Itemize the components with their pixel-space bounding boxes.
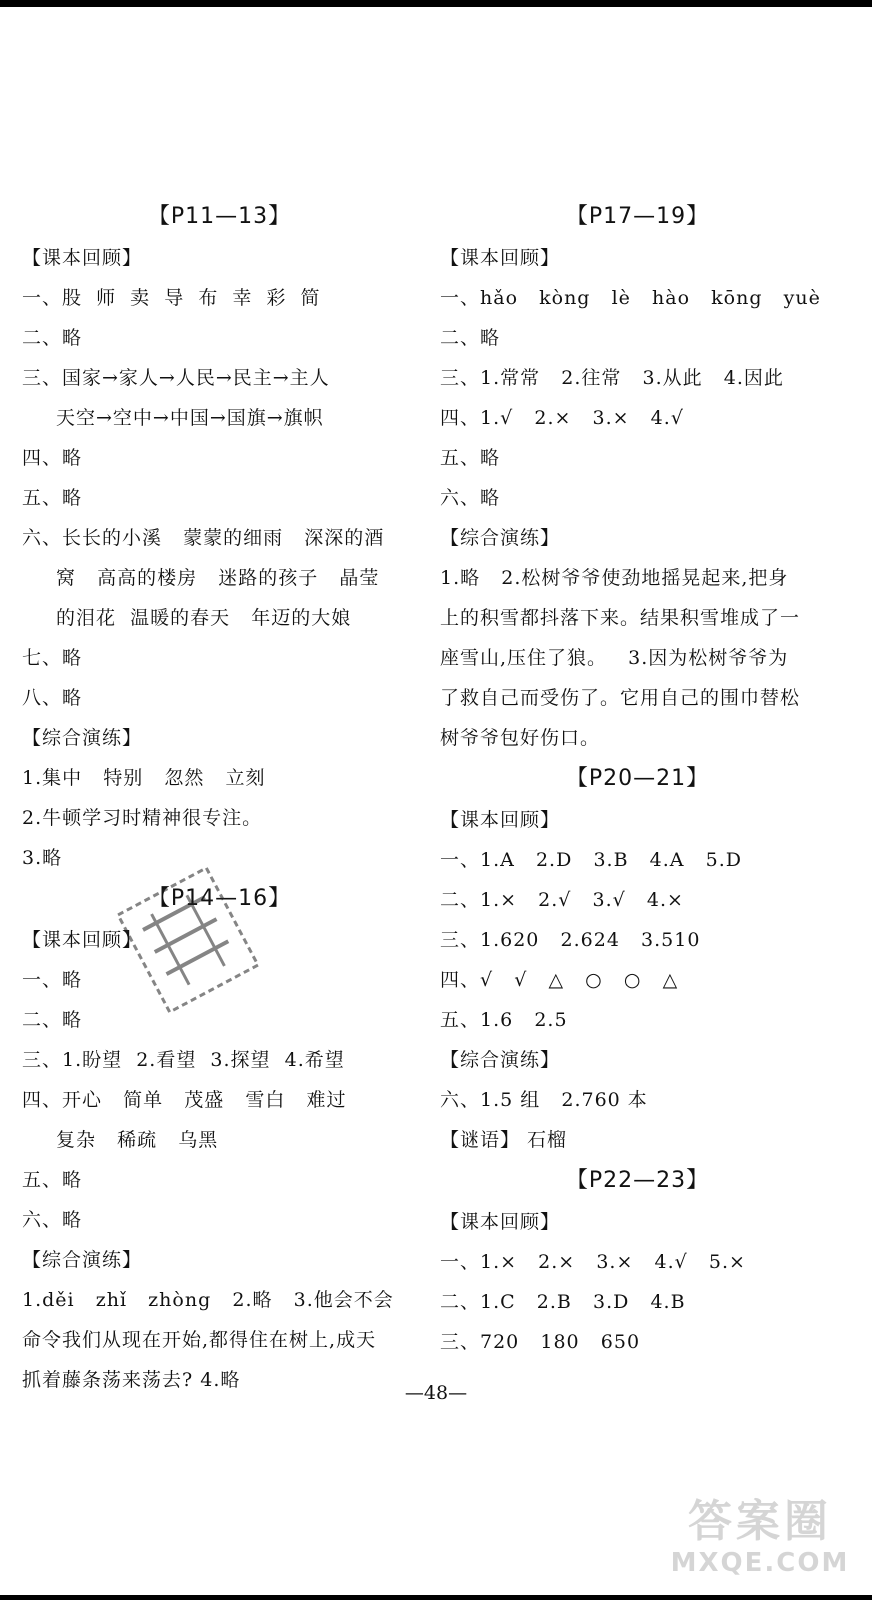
text-line: 一、略 (22, 969, 83, 991)
text-line: 二、略 (22, 1009, 83, 1031)
text-line: 【课本回顾】 (440, 1211, 561, 1233)
text-line: 三、1.盼望 2.看望 3.探望 4.希望 (22, 1049, 345, 1071)
text-line: 1.děi zhǐ zhòng 2.略 3.他会不会 (22, 1289, 394, 1311)
text-line: 一、股 师 卖 导 布 幸 彩 简 (22, 287, 321, 309)
text-line: 五、略 (440, 447, 501, 469)
text-line: 1.略 2.松树爷爷使劲地摇晃起来,把身 (440, 567, 789, 589)
text-line: 上的积雪都抖落下来。结果积雪堆成了一 (440, 607, 801, 629)
text-line: 命令我们从现在开始,都得住在树上,成天 (22, 1329, 377, 1351)
right-column (440, 196, 835, 1362)
text-line: 【综合演练】 (22, 727, 143, 749)
text-line: 二、1.× 2.√ 3.√ 4.× (440, 889, 684, 911)
section-title-p11-13: 【P11—13】 (147, 204, 292, 229)
left-column (22, 196, 417, 1400)
text-line: 五、1.6 2.5 (440, 1009, 568, 1031)
text-line: 四、1.√ 2.× 3.× 4.√ (440, 407, 684, 429)
text-line: 二、1.C 2.B 3.D 4.B (440, 1291, 686, 1313)
text-line: 【综合演练】 (22, 1249, 143, 1271)
page-number: —48— (404, 1382, 468, 1404)
text-line: 六、1.5 组 2.760 本 (440, 1089, 648, 1111)
text-line: 八、略 (22, 687, 83, 709)
text-line: 二、略 (440, 327, 501, 349)
text-line: 座雪山,压住了狼。 3.因为松树爷爷为 (440, 647, 789, 669)
text-line: 四、开心 简单 茂盛 雪白 难过 (22, 1089, 347, 1111)
text-line: 三、1.620 2.624 3.510 (440, 929, 701, 951)
text-line: 2.牛顿学习时精神很专注。 (22, 807, 263, 829)
text-line: 三、720 180 650 (440, 1331, 641, 1353)
text-line: 六、略 (22, 1209, 83, 1231)
top-border (0, 0, 872, 7)
section-title-p22-23: 【P22—23】 (565, 1168, 710, 1193)
text-line: 三、国家→家人→人民→民主→主人 (22, 367, 330, 389)
text-line: 五、略 (22, 487, 83, 509)
text-line: 三、1.常常 2.往常 3.从此 4.因此 (440, 367, 784, 389)
text-line: 六、略 (440, 487, 501, 509)
text-line: 五、略 (22, 1169, 83, 1191)
site-watermark (670, 1496, 850, 1586)
text-line: 【课本回顾】 (440, 247, 561, 269)
section-title-p17-19: 【P17—19】 (565, 204, 710, 229)
text-line: 六、长长的小溪 蒙蒙的细雨 深深的酒 (22, 527, 385, 549)
text-line: 七、略 (22, 647, 83, 669)
text-line: 的泪花 温暖的春天 年迈的大娘 (56, 607, 352, 629)
text-line: 抓着藤条荡来荡去? 4.略 (22, 1369, 241, 1391)
text-line: 天空→空中→中国→国旗→旗帜 (56, 407, 324, 429)
text-line: 一、1.× 2.× 3.× 4.√ 5.× (440, 1251, 746, 1273)
text-line: 【综合演练】 (440, 527, 561, 549)
text-line: 四、略 (22, 447, 83, 469)
text-line: 【谜语】 石榴 (440, 1129, 568, 1151)
text-line: 【课本回顾】 (440, 809, 561, 831)
section-title-p20-21: 【P20—21】 (565, 766, 710, 791)
text-line: 窝 高高的楼房 迷路的孩子 晶莹 (56, 567, 380, 589)
text-line: 3.略 (22, 847, 63, 869)
text-line: 树爷爷包好伤口。 (440, 727, 601, 749)
text-line: 1.集中 特别 忽然 立刻 (22, 767, 266, 789)
text-line: 【课本回顾】 (22, 247, 143, 269)
text-line: 四、√ √ △ ○ ○ △ (440, 969, 679, 991)
bottom-border (0, 1595, 872, 1600)
text-line: 【综合演练】 (440, 1049, 561, 1071)
text-line: 了救自己而受伤了。它用自己的围巾替松 (440, 687, 801, 709)
section-title-p14-16: 【P14—16】 (147, 886, 292, 911)
watermark-url: MXQE.COM (670, 1548, 850, 1578)
text-line: 一、1.A 2.D 3.B 4.A 5.D (440, 849, 742, 871)
watermark-logo-text: 答案圈 (688, 1496, 832, 1547)
text-line: 复杂 稀疏 乌黑 (56, 1129, 219, 1151)
text-line: 二、略 (22, 327, 83, 349)
text-line: 【课本回顾】 (22, 929, 143, 951)
text-line: 一、hǎo kòng lè hào kōng yuè (440, 287, 821, 309)
